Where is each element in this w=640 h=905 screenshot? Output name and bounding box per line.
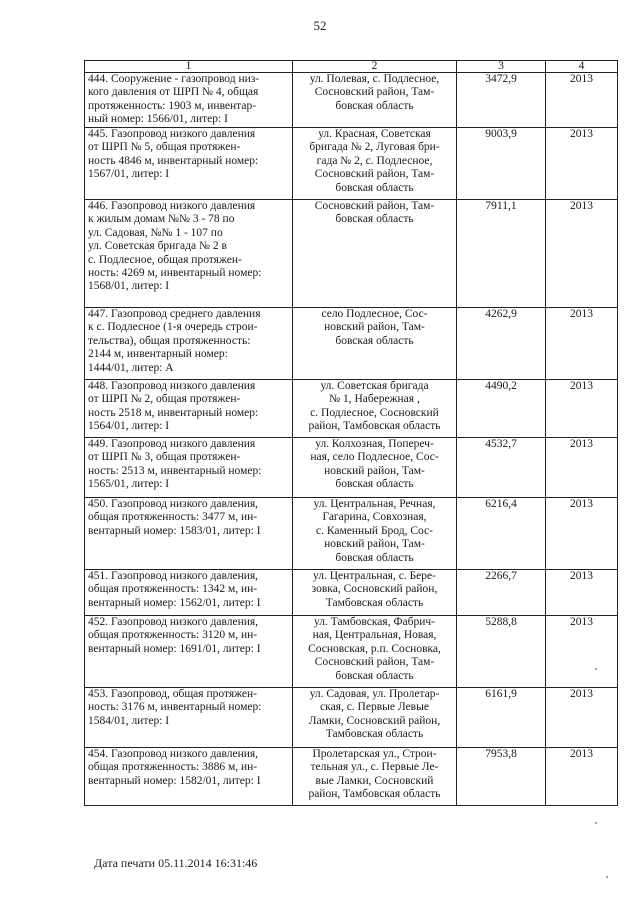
cell-value: 7953,8: [457, 748, 546, 806]
table-row: [85, 570, 618, 616]
cell-year: 2013: [546, 438, 618, 498]
scan-speck: [606, 876, 608, 878]
cell-value: 6161,9: [457, 688, 546, 748]
cell-address: ул. Красная, Советская бригада № 2, Луговая бри- гада № 2, с. Подлесное, Сосновский район, Там- бовская область: [293, 128, 457, 200]
cell-year: 2013: [546, 308, 618, 380]
cell-address: ул. Тамбовская, Фабрич- ная, Центральная, Новая, Сосновская, р.п. Сосновка, Сосновский район, Там- бовская область: [293, 616, 457, 688]
cell-address: Сосновский район, Там- бовская область: [293, 200, 457, 308]
cell-year: 2013: [546, 616, 618, 688]
cell-address: село Подлесное, Сос- новский район, Там- бовская область: [293, 308, 457, 380]
cell-value: 3472,9: [457, 73, 546, 128]
cell-description: 446. Газопровод низкого давления к жилым домам №№ 3 - 78 по ул. Садовая, №№ 1 - 107 по ул. Советская бригада № 2 в с. Подлесное, общая протяжен- ность: 4269 м, инвентарный номер: 1568/01, литер: I: [85, 200, 293, 308]
table-row: [85, 380, 618, 438]
cell-value: 4532,7: [457, 438, 546, 498]
cell-description: 447. Газопровод среднего давления к с. Подлесное (1-я очередь строи- тельства), общая протяженность: 2144 м, инвентарный номер: 1444/01, литер: А: [85, 308, 293, 380]
cell-value: 6216,4: [457, 498, 546, 570]
cell-value: 2266,7: [457, 570, 546, 616]
cell-value: 7911,1: [457, 200, 546, 308]
cell-year: 2013: [546, 380, 618, 438]
cell-description: 454. Газопровод низкого давления, общая протяженность: 3886 м, ин- вентарный номер: 1582/01, литер: I: [85, 748, 293, 806]
table-row: [85, 748, 618, 806]
cell-description: 450. Газопровод низкого давления, общая протяженность: 3477 м, ин- вентарный номер: 1583/01, литер: I: [85, 498, 293, 570]
scan-speck: [595, 822, 597, 824]
cell-year: 2013: [546, 688, 618, 748]
column-header-4: 4: [546, 61, 618, 73]
column-header-3: 3: [457, 61, 546, 73]
table-row: [85, 128, 618, 200]
cell-address: ул. Садовая, ул. Пролетар- ская, с. Первые Левые Ламки, Сосновский район, Тамбовская область: [293, 688, 457, 748]
cell-year: 2013: [546, 200, 618, 308]
cell-description: 445. Газопровод низкого давления от ШРП № 5, общая протяжен- ность 4846 м, инвентарный номер: 1567/01, литер: I: [85, 128, 293, 200]
cell-address: ул. Центральная, с. Бере- зовка, Сосновский район, Тамбовская область: [293, 570, 457, 616]
cell-description: 448. Газопровод низкого давления от ШРП № 2, общая протяжен- ность 2518 м, инвентарный номер: 1564/01, литер: I: [85, 380, 293, 438]
print-date-footer: Дата печати 05.11.2014 16:31:46: [94, 856, 258, 870]
scan-speck: [595, 668, 597, 670]
cell-description: 449. Газопровод низкого давления от ШРП № 3, общая протяжен- ность: 2513 м, инвентарный номер: 1565/01, литер: I: [85, 438, 293, 498]
cell-value: 5288,8: [457, 616, 546, 688]
table-row: [85, 308, 618, 380]
page-number: 52: [313, 18, 327, 33]
cell-value: 4262,9: [457, 308, 546, 380]
cell-address: Пролетарская ул., Строи- тельная ул., с. Первые Ле- вые Ламки, Сосновский район, Тамбовская область: [293, 748, 457, 806]
cell-year: 2013: [546, 748, 618, 806]
cell-year: 2013: [546, 128, 618, 200]
cell-description: 451. Газопровод низкого давления, общая протяженность: 1342 м, ин- вентарный номер: 1562/01, литер: I: [85, 570, 293, 616]
cell-year: 2013: [546, 570, 618, 616]
cell-value: 9003,9: [457, 128, 546, 200]
table-row: [85, 498, 618, 570]
table-row: [85, 688, 618, 748]
cell-year: 2013: [546, 498, 618, 570]
cell-year: 2013: [546, 73, 618, 128]
table-row: [85, 73, 618, 128]
column-header-1: 1: [85, 61, 293, 73]
table-row: [85, 200, 618, 308]
cell-address: ул. Полевая, с. Подлесное, Сосновский район, Там- бовская область: [293, 73, 457, 128]
cell-address: ул. Центральная, Речная, Гагарина, Совхозная, с. Каменный Брод, Сос- новский район, Там- бовская область: [293, 498, 457, 570]
table-row: [85, 438, 618, 498]
cell-description: 452. Газопровод низкого давления, общая протяженность: 3120 м, ин- вентарный номер: 1691/01, литер: I: [85, 616, 293, 688]
registry-table: [84, 60, 618, 806]
cell-address: ул. Советская бригада № 1, Набережная , с. Подлесное, Сосновский район, Тамбовская область: [293, 380, 457, 438]
column-header-2: 2: [293, 61, 457, 73]
table-header-row: [85, 61, 618, 73]
cell-description: 444. Сооружение - газопровод низ- кого давления от ШРП № 4, общая протяженность: 1903 м, инвентар- ный номер: 1566/01, литер: I: [85, 73, 293, 128]
cell-description: 453. Газопровод, общая протяжен- ность: 3176 м, инвентарный номер: 1584/01, литер: I: [85, 688, 293, 748]
table-row: [85, 616, 618, 688]
cell-address: ул. Колхозная, Попереч- ная, село Подлесное, Сос- новский район, Там- бовская область: [293, 438, 457, 498]
cell-value: 4490,2: [457, 380, 546, 438]
